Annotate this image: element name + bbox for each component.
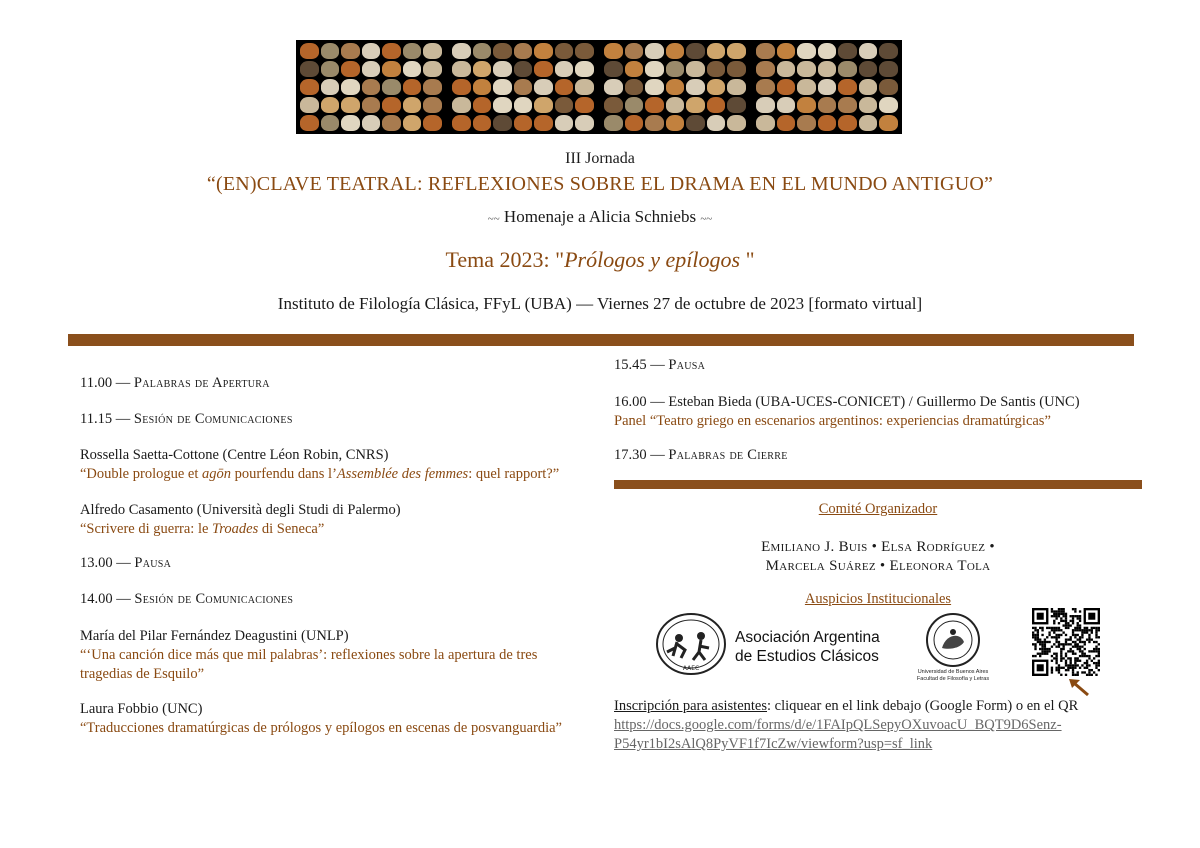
aaec-line1: Asociación Argentina <box>735 629 880 646</box>
dash: — <box>646 394 669 410</box>
theatre-mask <box>604 43 623 59</box>
dash: — <box>646 357 669 373</box>
theatre-mask <box>534 43 553 59</box>
theatre-mask <box>818 61 837 77</box>
theatre-mask <box>514 61 533 77</box>
theatre-mask <box>727 61 746 77</box>
theatre-mask <box>382 97 401 113</box>
theatre-mask <box>514 79 533 95</box>
uba-seal-logo <box>922 612 984 668</box>
theatre-mask <box>403 43 422 59</box>
mask-panel <box>296 40 446 134</box>
theatre-mask <box>756 97 775 113</box>
theatre-mask <box>575 61 594 77</box>
theatre-mask <box>859 115 878 131</box>
uba-line1: Universidad de Buenos Aires <box>917 669 989 675</box>
right-divider <box>614 480 1142 489</box>
dash: — <box>112 591 135 607</box>
link-line2[interactable]: P54yr1bI2sAlQ8PyVF1f7IcZw/viewform?usp=sf_link <box>614 736 933 752</box>
theatre-mask <box>879 97 898 113</box>
committee-line2: Marcela Suárez • Eleonora Tola <box>765 558 991 574</box>
talk-2 <box>80 501 401 539</box>
label: Palabras de Apertura <box>133 375 270 391</box>
theatre-mask <box>403 79 422 95</box>
theatre-mask <box>625 97 644 113</box>
theatre-mask <box>727 43 746 59</box>
committee-heading: Comité Organizador <box>818 501 938 517</box>
theatre-mask <box>756 43 775 59</box>
homage-text: Homenaje a Alicia Schniebs <box>503 207 697 226</box>
theatre-mask <box>645 115 664 131</box>
time: 11.00 <box>80 375 113 391</box>
theatre-mask <box>838 43 857 59</box>
talk-1 <box>80 446 559 484</box>
theatre-mask <box>452 79 471 95</box>
theatre-mask <box>382 43 401 59</box>
theatre-mask <box>514 115 533 131</box>
tema-end: " <box>740 247 755 272</box>
theatre-mask <box>859 79 878 95</box>
theatre-mask <box>382 61 401 77</box>
tema-label: Tema 2023: " <box>445 247 565 272</box>
theatre-mask <box>452 97 471 113</box>
masks-banner <box>296 40 902 134</box>
time: 11.15 <box>80 411 113 427</box>
theatre-mask <box>686 43 705 59</box>
theatre-mask <box>707 43 726 59</box>
theatre-mask <box>727 79 746 95</box>
theatre-mask <box>645 79 664 95</box>
header-divider <box>68 334 1134 346</box>
theatre-mask <box>534 79 553 95</box>
theatre-mask <box>645 43 664 59</box>
time: 16.00 <box>614 394 647 410</box>
theatre-mask <box>382 115 401 131</box>
theatre-mask <box>818 79 837 95</box>
theatre-mask <box>575 97 594 113</box>
theatre-mask <box>727 97 746 113</box>
talk-author: Rossella Saetta-Cottone (Centre Léon Robin, CNRS) <box>80 447 389 463</box>
theatre-mask <box>686 79 705 95</box>
theatre-mask <box>341 97 360 113</box>
theatre-mask <box>514 43 533 59</box>
theatre-mask <box>756 79 775 95</box>
theatre-mask <box>625 115 644 131</box>
theatre-mask <box>859 97 878 113</box>
theatre-mask <box>321 97 340 113</box>
aaec-line2: de Estudios Clásicos <box>735 648 879 665</box>
t: agōn <box>202 466 232 482</box>
time: 13.00 <box>80 555 113 571</box>
theatre-mask <box>362 97 381 113</box>
theatre-mask <box>473 43 492 59</box>
theatre-mask <box>707 115 726 131</box>
time: 14.00 <box>80 591 113 607</box>
t: Assemblée des femmes <box>336 466 469 482</box>
theatre-mask <box>300 115 319 131</box>
theatre-mask <box>818 115 837 131</box>
theatre-mask <box>300 97 319 113</box>
talk-author: María del Pilar Fernández Deagustini (UNLP) <box>80 628 349 644</box>
t: “Double prologue et <box>80 466 203 482</box>
theatre-mask <box>341 43 360 59</box>
theatre-mask <box>321 79 340 95</box>
theatre-mask <box>423 115 442 131</box>
mask-panel <box>600 40 750 134</box>
committee-line1: Emiliano J. Buis • Elsa Rodríguez • <box>761 539 995 555</box>
theatre-mask <box>666 61 685 77</box>
label: Sesión de Comunicaciones <box>134 591 294 607</box>
theatre-mask <box>859 43 878 59</box>
theatre-mask <box>341 115 360 131</box>
program-item-pause1 <box>80 554 171 573</box>
tema-line <box>0 247 1200 273</box>
theatre-mask <box>707 61 726 77</box>
label: Sesión de Comunicaciones <box>133 411 293 427</box>
theatre-mask <box>534 97 553 113</box>
theatre-mask <box>707 79 726 95</box>
uba-caption <box>900 669 1006 683</box>
theatre-mask <box>625 79 644 95</box>
theatre-mask <box>625 61 644 77</box>
uba-line2: Facultad de Filosofía y Letras <box>916 676 990 682</box>
theatre-mask <box>879 115 898 131</box>
theatre-mask <box>362 115 381 131</box>
talk-title-line1: “‘Una canción dice más que mil palabras’: reflexiones sobre la apertura de tres <box>80 647 538 663</box>
theatre-mask <box>514 97 533 113</box>
theatre-mask <box>797 43 816 59</box>
theatre-mask <box>452 61 471 77</box>
mask-panel <box>448 40 598 134</box>
program-item-session1 <box>80 410 293 429</box>
theatre-mask <box>666 115 685 131</box>
theatre-mask <box>777 61 796 77</box>
theatre-mask <box>604 97 623 113</box>
talk-author: Laura Fobbio (UNC) <box>80 701 203 717</box>
talk-author: Alfredo Casamento (Università degli Studi di Palermo) <box>80 502 401 518</box>
event-edition: III Jornada <box>565 150 635 167</box>
theatre-mask <box>838 61 857 77</box>
theatre-mask <box>797 61 816 77</box>
talk-3 <box>80 627 537 684</box>
theatre-mask <box>300 79 319 95</box>
theatre-mask <box>300 61 319 77</box>
arrow-up-left-icon <box>1066 676 1092 698</box>
theatre-mask <box>777 97 796 113</box>
theatre-mask <box>300 43 319 59</box>
qr-code-icon[interactable] <box>1032 608 1100 676</box>
talk-title: “Traducciones dramatúrgicas de prólogos y epílogos en escenas de posvanguardia” <box>80 720 562 736</box>
theatre-mask <box>838 79 857 95</box>
theatre-mask <box>797 97 816 113</box>
talk-title <box>80 465 559 484</box>
theatre-mask <box>452 43 471 59</box>
theatre-mask <box>645 97 664 113</box>
registration-label: Inscripción para asistentes <box>614 698 768 714</box>
registration-text: : cliquear en el link debajo (Google Form) o en el QR <box>767 698 1079 714</box>
aaec-seal-text: AAEC <box>682 665 700 672</box>
theatre-mask <box>838 97 857 113</box>
program-item-opening <box>80 374 270 393</box>
theatre-mask <box>382 79 401 95</box>
theatre-mask <box>879 43 898 59</box>
theatre-mask <box>604 61 623 77</box>
theatre-mask <box>555 115 574 131</box>
registration <box>614 697 1078 754</box>
theatre-mask <box>362 79 381 95</box>
theatre-mask <box>818 97 837 113</box>
label: Pausa <box>134 555 172 571</box>
theatre-mask <box>423 79 442 95</box>
aaec-name <box>735 628 880 666</box>
theatre-mask <box>534 61 553 77</box>
tilde-right: ~~ <box>700 213 713 225</box>
label: Pausa <box>668 357 706 373</box>
event-title: “(EN)CLAVE TEATRAL: REFLEXIONES SOBRE EL DRAMA EN EL MUNDO ANTIGUO” <box>206 173 994 195</box>
theatre-mask <box>362 61 381 77</box>
theatre-mask <box>473 97 492 113</box>
t: di Seneca” <box>258 521 325 537</box>
theatre-mask <box>777 79 796 95</box>
theatre-mask <box>666 97 685 113</box>
aaec-seal-logo <box>655 612 727 676</box>
theatre-mask <box>555 97 574 113</box>
theatre-mask <box>686 97 705 113</box>
theatre-mask <box>707 97 726 113</box>
theatre-mask <box>403 97 422 113</box>
theatre-mask <box>625 43 644 59</box>
t: “Scrivere di guerra: le <box>80 521 213 537</box>
theatre-mask <box>879 79 898 95</box>
theatre-mask <box>493 97 512 113</box>
theatre-mask <box>321 115 340 131</box>
theatre-mask <box>473 61 492 77</box>
panel-authors: Esteban Bieda (UBA-UCES-CONICET) / Guillermo De Santis (UNC) <box>668 394 1080 410</box>
t: Troades <box>212 521 259 537</box>
homage-line <box>0 207 1200 227</box>
theatre-mask <box>604 115 623 131</box>
theatre-mask <box>797 79 816 95</box>
theatre-mask <box>321 43 340 59</box>
theatre-mask <box>575 79 594 95</box>
dash: — <box>646 447 669 463</box>
theatre-mask <box>859 61 878 77</box>
theatre-mask <box>555 79 574 95</box>
theatre-mask <box>493 79 512 95</box>
time: 17.30 <box>614 447 647 463</box>
dash: — <box>112 375 134 391</box>
talk-4 <box>80 700 562 738</box>
theatre-mask <box>686 115 705 131</box>
theatre-mask <box>473 79 492 95</box>
tema-value: Prólogos y epílogos <box>564 247 741 272</box>
t: pourfendu dans l’ <box>231 466 337 482</box>
theatre-mask <box>321 61 340 77</box>
theatre-mask <box>403 115 422 131</box>
time: 15.45 <box>614 357 647 373</box>
theatre-mask <box>452 115 471 131</box>
sponsors-heading: Auspicios Institucionales <box>804 591 952 607</box>
registration-link[interactable] <box>614 716 1078 754</box>
panel-title: Panel “Teatro griego en escenarios argentinos: experiencias dramatúrgicas” <box>614 413 1051 429</box>
theatre-mask <box>575 43 594 59</box>
theatre-mask <box>493 115 512 131</box>
program-item-panel <box>614 393 1080 431</box>
theatre-mask <box>575 115 594 131</box>
theatre-mask <box>423 43 442 59</box>
theatre-mask <box>473 115 492 131</box>
dash: — <box>112 411 134 427</box>
theatre-mask <box>362 43 381 59</box>
theatre-mask <box>423 97 442 113</box>
program-item-pause2 <box>614 356 705 375</box>
theatre-mask <box>645 61 664 77</box>
theatre-mask <box>666 79 685 95</box>
theatre-mask <box>756 61 775 77</box>
theatre-mask <box>818 43 837 59</box>
talk-title-line2: tragedias de Esquilo” <box>80 666 205 682</box>
venue-line: Instituto de Filología Clásica, FFyL (UBA) — Viernes 27 de octubre de 2023 [formato virtual] <box>277 294 923 313</box>
theatre-mask <box>604 79 623 95</box>
theatre-mask <box>838 115 857 131</box>
program-item-session2 <box>80 590 293 609</box>
label: Palabras de Cierre <box>668 447 788 463</box>
theatre-mask <box>777 43 796 59</box>
mask-panel <box>752 40 902 134</box>
committee-members <box>614 538 1142 576</box>
link-line1[interactable]: https://docs.google.com/forms/d/e/1FAIpQLSepyOXuvoacU_BQT9D6Senz- <box>614 717 1062 733</box>
theatre-mask <box>403 61 422 77</box>
program-item-closing <box>614 446 788 465</box>
theatre-mask <box>534 115 553 131</box>
theatre-mask <box>686 61 705 77</box>
theatre-mask <box>777 115 796 131</box>
theatre-mask <box>555 43 574 59</box>
theatre-mask <box>423 61 442 77</box>
theatre-mask <box>341 61 360 77</box>
theatre-mask <box>341 79 360 95</box>
theatre-mask <box>756 115 775 131</box>
theatre-mask <box>493 61 512 77</box>
theatre-mask <box>879 61 898 77</box>
t: : quel rapport?” <box>468 466 560 482</box>
talk-title <box>80 520 401 539</box>
theatre-mask <box>555 61 574 77</box>
theatre-mask <box>727 115 746 131</box>
dash: — <box>112 555 135 571</box>
tilde-left: ~~ <box>487 213 500 225</box>
theatre-mask <box>797 115 816 131</box>
theatre-mask <box>493 43 512 59</box>
theatre-mask <box>666 43 685 59</box>
